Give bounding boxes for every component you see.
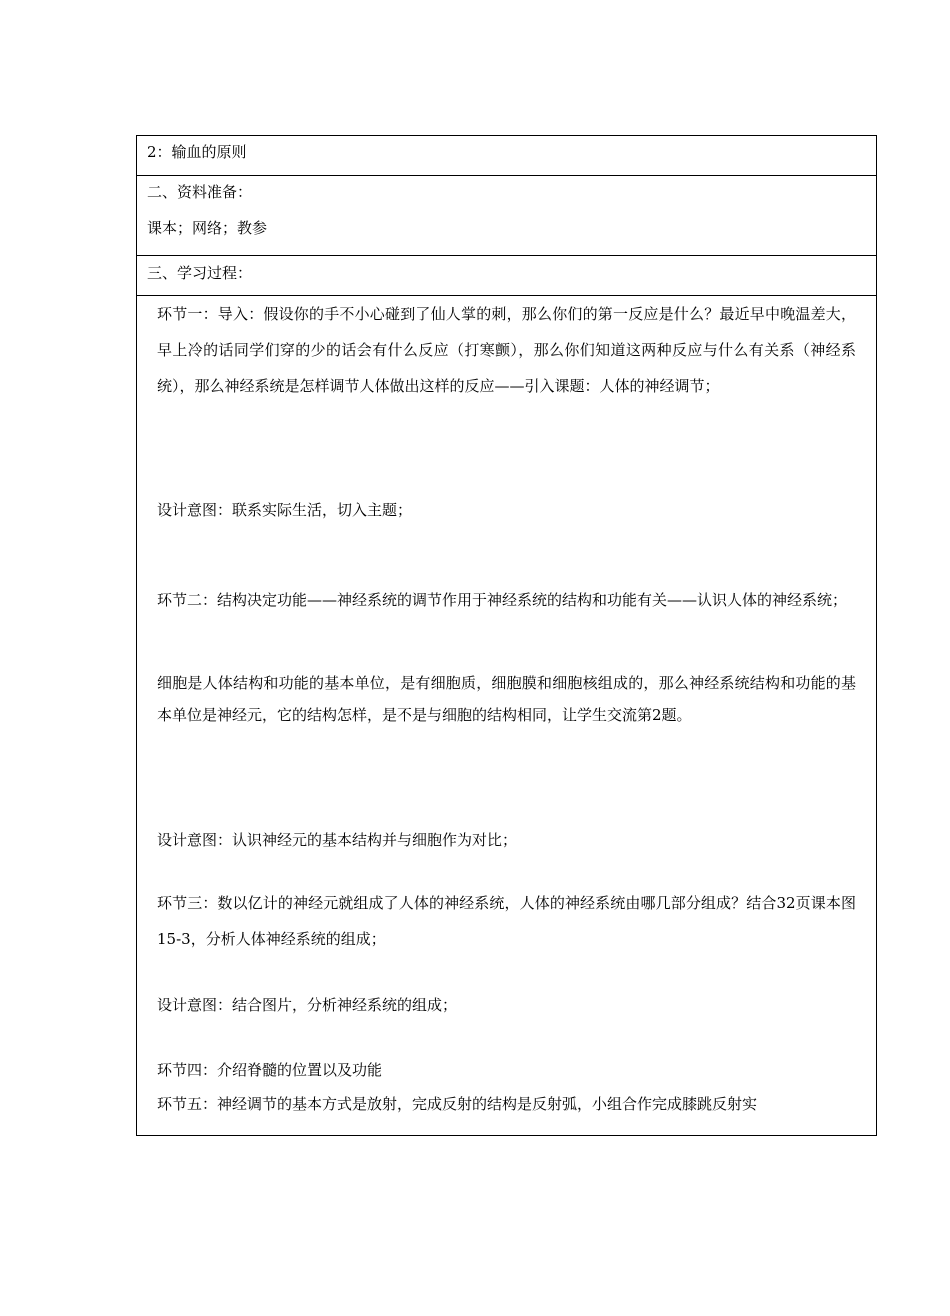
section-3: 环节三：数以亿计的神经元就组成了人体的神经系统，人体的神经系统由哪几部分组成？结合32页课本图15-3，分析人体神经系统的组成；	[157, 894, 856, 948]
section-4: 环节四：介绍脊髓的位置以及功能	[157, 1061, 383, 1079]
row-process-content	[137, 296, 876, 1135]
materials-title: 二、资料准备：	[147, 183, 253, 201]
row-text: 2：输血的原则	[147, 143, 247, 161]
section-2-detail: 细胞是人体结构和功能的基本单位，是有细胞质，细胞膜和细胞核组成的，那么神经系统结构和功能的基本单位是神经元，它的结构怎样，是不是与细胞的结构相同，让学生交流第2题。	[157, 674, 856, 724]
process-title: 三、学习过程：	[147, 264, 253, 282]
row-blood-principle	[137, 136, 876, 176]
section-2: 环节二：结构决定功能——神经系统的调节作用于神经系统的结构和功能有关——认识人体的神经系统；	[157, 591, 848, 609]
section-5: 环节五：神经调节的基本方式是放射，完成反射的结构是反射弧，小组合作完成膝跳反射实	[157, 1095, 758, 1113]
materials-body: 课本；网络；教参	[147, 219, 268, 237]
design-intent-3: 设计意图：结合图片，分析神经系统的组成；	[157, 996, 458, 1014]
lesson-table	[136, 135, 877, 1136]
row-process-title	[137, 256, 876, 296]
design-intent-2: 设计意图：认识神经元的基本结构并与细胞作为对比；	[157, 831, 518, 849]
section-1: 环节一：导入：假设你的手不小心碰到了仙人掌的刺，那么你们的第一反应是什么？最近早中晚温差大，早上冷的话同学们穿的少的话会有什么反应（打寒颤），那么你们知道这两种反应与什么有关系（神经系统），那么神经系统是怎样调节人体做出这样的反应——引入课题：人体的神经调节；	[157, 305, 856, 395]
design-intent-1: 设计意图：联系实际生活，切入主题；	[157, 501, 413, 519]
row-materials	[137, 176, 876, 256]
